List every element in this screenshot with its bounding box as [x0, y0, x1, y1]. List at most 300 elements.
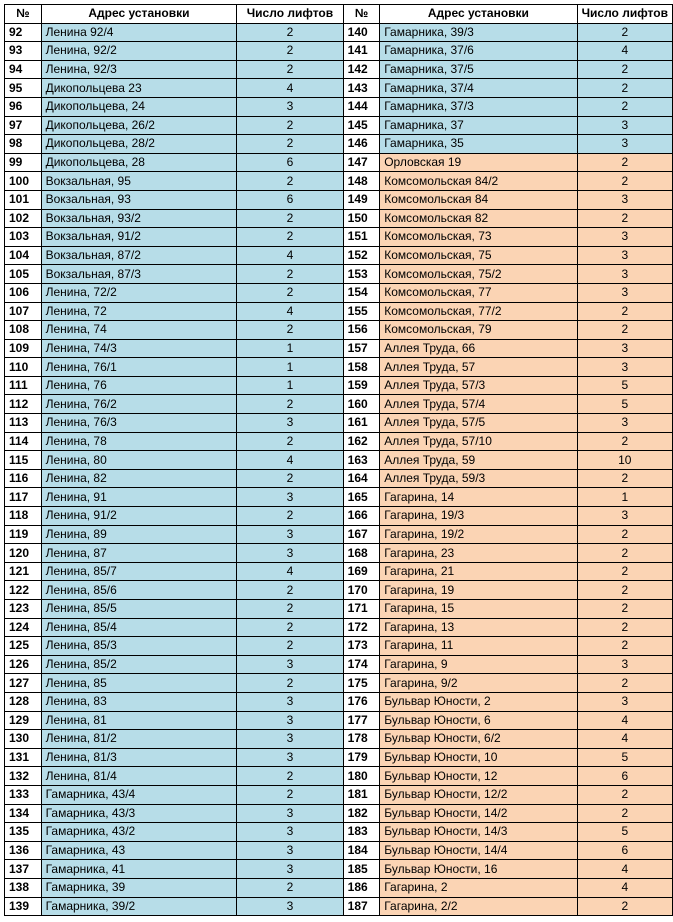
row-number-left: 118	[5, 507, 42, 526]
table-row	[5, 395, 673, 414]
row-number-left: 131	[5, 748, 42, 767]
table-row	[5, 841, 673, 860]
table-row	[5, 339, 673, 358]
row-lift-count-left: 2	[237, 507, 343, 526]
row-lift-count-right: 2	[577, 153, 672, 172]
row-lift-count-left: 3	[237, 897, 343, 916]
table-row	[5, 711, 673, 730]
row-address-left: Ленина, 92/3	[41, 60, 237, 79]
row-number-left: 128	[5, 692, 42, 711]
row-number-right: 187	[343, 897, 380, 916]
row-address-left: Гамарника, 41	[41, 860, 237, 879]
row-address-right: Аллея Труда, 59	[380, 451, 577, 470]
row-number-right: 141	[343, 42, 380, 61]
row-address-right: Гагарина, 23	[380, 544, 577, 563]
row-number-left: 97	[5, 116, 42, 135]
row-number-right: 151	[343, 228, 380, 247]
row-address-right: Аллея Труда, 59/3	[380, 469, 577, 488]
row-address-left: Ленина, 74/3	[41, 339, 237, 358]
row-number-right: 161	[343, 414, 380, 433]
row-lift-count-left: 3	[237, 97, 343, 116]
row-lift-count-left: 2	[237, 469, 343, 488]
row-lift-count-right: 2	[577, 618, 672, 637]
row-address-right: Бульвар Юности, 12/2	[380, 785, 577, 804]
row-lift-count-left: 4	[237, 562, 343, 581]
row-lift-count-right: 3	[577, 283, 672, 302]
row-lift-count-right: 2	[577, 23, 672, 42]
row-lift-count-right: 3	[577, 135, 672, 154]
table-row	[5, 265, 673, 284]
row-number-left: 121	[5, 562, 42, 581]
row-number-left: 123	[5, 600, 42, 619]
table-row	[5, 432, 673, 451]
row-lift-count-left: 6	[237, 153, 343, 172]
row-address-left: Ленина, 85/2	[41, 655, 237, 674]
row-lift-count-right: 3	[577, 507, 672, 526]
row-address-left: Ленина, 81	[41, 711, 237, 730]
row-address-left: Гамарника, 43/2	[41, 823, 237, 842]
row-number-left: 126	[5, 655, 42, 674]
table-row	[5, 190, 673, 209]
row-lift-count-right: 3	[577, 358, 672, 377]
row-address-right: Комсомольская 84/2	[380, 172, 577, 191]
row-lift-count-right: 3	[577, 692, 672, 711]
row-number-left: 106	[5, 283, 42, 302]
row-lift-count-right: 3	[577, 246, 672, 265]
row-lift-count-right: 3	[577, 190, 672, 209]
row-address-left: Вокзальная, 93	[41, 190, 237, 209]
elevator-table	[4, 4, 673, 916]
row-number-right: 174	[343, 655, 380, 674]
table-body	[5, 23, 673, 916]
row-number-left: 138	[5, 878, 42, 897]
row-lift-count-left: 3	[237, 525, 343, 544]
table-row	[5, 767, 673, 786]
table-row	[5, 600, 673, 619]
row-address-right: Комсомольская 82	[380, 209, 577, 228]
row-lift-count-right: 2	[577, 302, 672, 321]
row-number-right: 147	[343, 153, 380, 172]
header-num-left: №	[5, 5, 42, 24]
row-address-right: Гамарника, 35	[380, 135, 577, 154]
row-lift-count-right: 2	[577, 544, 672, 563]
table-row	[5, 116, 673, 135]
row-address-right: Гагарина, 19/3	[380, 507, 577, 526]
row-lift-count-left: 2	[237, 116, 343, 135]
row-address-left: Ленина, 89	[41, 525, 237, 544]
row-address-right: Комсомольская, 79	[380, 321, 577, 340]
row-lift-count-right: 6	[577, 841, 672, 860]
row-address-right: Комсомольская, 73	[380, 228, 577, 247]
row-address-left: Ленина, 85/5	[41, 600, 237, 619]
row-lift-count-left: 3	[237, 860, 343, 879]
row-address-left: Ленина, 76	[41, 376, 237, 395]
table-row	[5, 581, 673, 600]
row-lift-count-right: 4	[577, 42, 672, 61]
row-address-right: Гагарина, 13	[380, 618, 577, 637]
table-row	[5, 79, 673, 98]
row-address-right: Бульвар Юности, 10	[380, 748, 577, 767]
row-lift-count-right: 4	[577, 878, 672, 897]
row-number-right: 172	[343, 618, 380, 637]
row-address-left: Ленина, 83	[41, 692, 237, 711]
row-lift-count-left: 2	[237, 432, 343, 451]
row-number-left: 135	[5, 823, 42, 842]
row-lift-count-right: 3	[577, 265, 672, 284]
row-address-right: Гамарника, 37/5	[380, 60, 577, 79]
row-lift-count-left: 3	[237, 692, 343, 711]
row-lift-count-left: 2	[237, 785, 343, 804]
row-address-right: Гагарина, 2	[380, 878, 577, 897]
row-address-left: Ленина, 76/1	[41, 358, 237, 377]
table-row	[5, 135, 673, 154]
row-address-left: Ленина, 72/2	[41, 283, 237, 302]
table-row	[5, 525, 673, 544]
row-lift-count-right: 3	[577, 414, 672, 433]
row-number-left: 107	[5, 302, 42, 321]
row-number-left: 130	[5, 730, 42, 749]
table-row	[5, 302, 673, 321]
row-number-right: 178	[343, 730, 380, 749]
table-row	[5, 246, 673, 265]
row-lift-count-left: 2	[237, 42, 343, 61]
row-address-right: Гагарина, 11	[380, 637, 577, 656]
row-number-right: 184	[343, 841, 380, 860]
row-number-left: 139	[5, 897, 42, 916]
row-number-right: 163	[343, 451, 380, 470]
row-number-left: 115	[5, 451, 42, 470]
row-lift-count-left: 2	[237, 878, 343, 897]
row-number-left: 132	[5, 767, 42, 786]
row-address-right: Гамарника, 37/3	[380, 97, 577, 116]
row-lift-count-left: 2	[237, 135, 343, 154]
row-number-right: 175	[343, 674, 380, 693]
row-address-left: Дикопольцева, 28	[41, 153, 237, 172]
header-count-right: Число лифтов	[577, 5, 672, 24]
row-address-right: Гагарина, 14	[380, 488, 577, 507]
row-number-left: 99	[5, 153, 42, 172]
row-address-left: Ленина, 85/6	[41, 581, 237, 600]
row-address-right: Бульвар Юности, 2	[380, 692, 577, 711]
row-lift-count-left: 2	[237, 767, 343, 786]
row-address-right: Комсомольская, 75/2	[380, 265, 577, 284]
row-address-right: Орловская 19	[380, 153, 577, 172]
row-number-right: 143	[343, 79, 380, 98]
row-address-right: Аллея Труда, 57/3	[380, 376, 577, 395]
row-number-right: 145	[343, 116, 380, 135]
table-row	[5, 376, 673, 395]
row-lift-count-right: 2	[577, 581, 672, 600]
row-number-right: 171	[343, 600, 380, 619]
row-number-left: 95	[5, 79, 42, 98]
table-row	[5, 228, 673, 247]
row-lift-count-left: 6	[237, 190, 343, 209]
row-address-right: Гагарина, 2/2	[380, 897, 577, 916]
row-number-right: 148	[343, 172, 380, 191]
row-number-left: 136	[5, 841, 42, 860]
row-lift-count-right: 3	[577, 116, 672, 135]
table-row	[5, 674, 673, 693]
row-number-left: 113	[5, 414, 42, 433]
row-lift-count-right: 2	[577, 97, 672, 116]
row-lift-count-left: 2	[237, 581, 343, 600]
table-row	[5, 878, 673, 897]
row-lift-count-left: 4	[237, 302, 343, 321]
row-number-left: 119	[5, 525, 42, 544]
table-row	[5, 637, 673, 656]
row-lift-count-right: 2	[577, 60, 672, 79]
row-address-right: Аллея Труда, 66	[380, 339, 577, 358]
row-number-left: 93	[5, 42, 42, 61]
row-lift-count-left: 2	[237, 60, 343, 79]
table-row	[5, 860, 673, 879]
row-number-right: 140	[343, 23, 380, 42]
row-number-left: 120	[5, 544, 42, 563]
table-row	[5, 97, 673, 116]
table-row	[5, 618, 673, 637]
row-number-left: 129	[5, 711, 42, 730]
row-lift-count-right: 2	[577, 897, 672, 916]
row-address-left: Ленина, 87	[41, 544, 237, 563]
row-address-left: Ленина, 80	[41, 451, 237, 470]
row-number-left: 100	[5, 172, 42, 191]
table-row	[5, 804, 673, 823]
row-number-right: 164	[343, 469, 380, 488]
row-number-right: 176	[343, 692, 380, 711]
row-number-right: 150	[343, 209, 380, 228]
row-lift-count-right: 5	[577, 395, 672, 414]
row-address-right: Бульвар Юности, 14/2	[380, 804, 577, 823]
row-address-right: Аллея Труда, 57	[380, 358, 577, 377]
table-row	[5, 507, 673, 526]
row-number-right: 154	[343, 283, 380, 302]
row-lift-count-right: 4	[577, 860, 672, 879]
row-number-right: 157	[343, 339, 380, 358]
row-address-right: Аллея Труда, 57/4	[380, 395, 577, 414]
row-address-left: Ленина, 76/2	[41, 395, 237, 414]
row-number-right: 156	[343, 321, 380, 340]
row-lift-count-right: 4	[577, 711, 672, 730]
header-row	[5, 5, 673, 24]
row-number-left: 98	[5, 135, 42, 154]
row-address-right: Бульвар Юности, 12	[380, 767, 577, 786]
row-lift-count-left: 3	[237, 804, 343, 823]
row-number-left: 101	[5, 190, 42, 209]
row-address-left: Ленина, 81/4	[41, 767, 237, 786]
row-address-right: Комсомольская, 75	[380, 246, 577, 265]
row-number-right: 169	[343, 562, 380, 581]
row-address-left: Ленина 92/4	[41, 23, 237, 42]
table-row	[5, 414, 673, 433]
row-lift-count-left: 3	[237, 748, 343, 767]
row-number-right: 160	[343, 395, 380, 414]
table-row	[5, 748, 673, 767]
row-lift-count-left: 1	[237, 339, 343, 358]
row-lift-count-right: 5	[577, 748, 672, 767]
row-lift-count-left: 1	[237, 358, 343, 377]
row-number-left: 92	[5, 23, 42, 42]
row-lift-count-left: 3	[237, 414, 343, 433]
row-lift-count-left: 3	[237, 823, 343, 842]
row-lift-count-right: 2	[577, 321, 672, 340]
row-address-right: Гамарника, 37	[380, 116, 577, 135]
row-address-right: Аллея Труда, 57/10	[380, 432, 577, 451]
row-address-left: Ленина, 85/4	[41, 618, 237, 637]
row-number-right: 183	[343, 823, 380, 842]
row-lift-count-left: 2	[237, 283, 343, 302]
header-count-left: Число лифтов	[237, 5, 343, 24]
row-lift-count-left: 4	[237, 451, 343, 470]
row-lift-count-right: 2	[577, 172, 672, 191]
row-address-right: Бульвар Юности, 6	[380, 711, 577, 730]
row-number-left: 96	[5, 97, 42, 116]
row-address-left: Ленина, 85	[41, 674, 237, 693]
row-lift-count-right: 2	[577, 562, 672, 581]
row-number-left: 134	[5, 804, 42, 823]
row-address-right: Бульвар Юности, 14/4	[380, 841, 577, 860]
row-address-left: Ленина, 85/3	[41, 637, 237, 656]
table-row	[5, 823, 673, 842]
row-lift-count-left: 2	[237, 395, 343, 414]
row-address-right: Гагарина, 15	[380, 600, 577, 619]
row-number-left: 109	[5, 339, 42, 358]
table-row	[5, 60, 673, 79]
row-lift-count-left: 3	[237, 711, 343, 730]
table-row	[5, 153, 673, 172]
row-address-left: Дикопольцева, 26/2	[41, 116, 237, 135]
row-address-left: Ленина, 78	[41, 432, 237, 451]
row-number-right: 162	[343, 432, 380, 451]
row-address-left: Гамарника, 43/4	[41, 785, 237, 804]
row-lift-count-left: 3	[237, 544, 343, 563]
row-lift-count-right: 2	[577, 79, 672, 98]
row-lift-count-right: 2	[577, 785, 672, 804]
row-number-left: 102	[5, 209, 42, 228]
row-number-right: 153	[343, 265, 380, 284]
row-lift-count-left: 4	[237, 79, 343, 98]
table-row	[5, 785, 673, 804]
row-number-right: 165	[343, 488, 380, 507]
row-address-right: Гагарина, 21	[380, 562, 577, 581]
row-address-right: Гамарника, 39/3	[380, 23, 577, 42]
row-lift-count-left: 2	[237, 637, 343, 656]
row-address-right: Бульвар Юности, 6/2	[380, 730, 577, 749]
row-lift-count-right: 6	[577, 767, 672, 786]
row-number-left: 117	[5, 488, 42, 507]
header-num-right: №	[343, 5, 380, 24]
row-number-left: 108	[5, 321, 42, 340]
row-address-left: Вокзальная, 87/3	[41, 265, 237, 284]
table-row	[5, 23, 673, 42]
row-lift-count-right: 3	[577, 655, 672, 674]
row-number-left: 124	[5, 618, 42, 637]
row-number-right: 152	[343, 246, 380, 265]
row-address-left: Дикопольцева, 28/2	[41, 135, 237, 154]
row-address-left: Ленина, 76/3	[41, 414, 237, 433]
row-lift-count-left: 1	[237, 376, 343, 395]
row-number-left: 125	[5, 637, 42, 656]
row-number-right: 146	[343, 135, 380, 154]
row-lift-count-left: 4	[237, 246, 343, 265]
table-row	[5, 209, 673, 228]
row-address-left: Ленина, 91	[41, 488, 237, 507]
row-address-left: Ленина, 82	[41, 469, 237, 488]
row-lift-count-left: 2	[237, 618, 343, 637]
row-address-left: Ленина, 81/2	[41, 730, 237, 749]
row-number-left: 94	[5, 60, 42, 79]
table-row	[5, 321, 673, 340]
row-number-right: 180	[343, 767, 380, 786]
row-lift-count-right: 5	[577, 823, 672, 842]
row-lift-count-left: 2	[237, 321, 343, 340]
row-number-right: 170	[343, 581, 380, 600]
row-address-left: Ленина, 85/7	[41, 562, 237, 581]
row-address-left: Вокзальная, 93/2	[41, 209, 237, 228]
row-number-right: 158	[343, 358, 380, 377]
row-address-right: Гагарина, 19/2	[380, 525, 577, 544]
row-number-left: 122	[5, 581, 42, 600]
row-lift-count-right: 2	[577, 637, 672, 656]
row-lift-count-left: 2	[237, 228, 343, 247]
row-address-left: Гамарника, 39	[41, 878, 237, 897]
row-lift-count-left: 3	[237, 841, 343, 860]
row-number-right: 159	[343, 376, 380, 395]
table-row	[5, 283, 673, 302]
row-lift-count-right: 1	[577, 488, 672, 507]
row-address-right: Гамарника, 37/4	[380, 79, 577, 98]
row-address-left: Дикопольцева 23	[41, 79, 237, 98]
row-number-left: 105	[5, 265, 42, 284]
row-lift-count-left: 2	[237, 600, 343, 619]
table-row	[5, 562, 673, 581]
row-lift-count-right: 10	[577, 451, 672, 470]
row-address-left: Гамарника, 43	[41, 841, 237, 860]
row-address-right: Комсомольская, 77/2	[380, 302, 577, 321]
row-lift-count-right: 2	[577, 469, 672, 488]
row-address-left: Ленина, 91/2	[41, 507, 237, 526]
table-row	[5, 488, 673, 507]
row-address-right: Бульвар Юности, 14/3	[380, 823, 577, 842]
header-address-left: Адрес установки	[41, 5, 237, 24]
row-lift-count-right: 2	[577, 209, 672, 228]
row-address-left: Ленина, 74	[41, 321, 237, 340]
row-address-left: Гамарника, 43/3	[41, 804, 237, 823]
table-row	[5, 655, 673, 674]
row-address-right: Аллея Труда, 57/5	[380, 414, 577, 433]
row-lift-count-right: 2	[577, 804, 672, 823]
table-row	[5, 42, 673, 61]
table-row	[5, 692, 673, 711]
row-address-left: Ленина, 72	[41, 302, 237, 321]
table-row	[5, 469, 673, 488]
row-address-right: Комсомольская 84	[380, 190, 577, 209]
row-number-right: 173	[343, 637, 380, 656]
table-row	[5, 172, 673, 191]
row-lift-count-right: 4	[577, 730, 672, 749]
row-lift-count-left: 2	[237, 265, 343, 284]
row-address-left: Вокзальная, 95	[41, 172, 237, 191]
row-number-left: 111	[5, 376, 42, 395]
row-address-left: Вокзальная, 91/2	[41, 228, 237, 247]
row-number-left: 110	[5, 358, 42, 377]
row-lift-count-right: 2	[577, 525, 672, 544]
row-number-right: 144	[343, 97, 380, 116]
row-lift-count-left: 3	[237, 730, 343, 749]
row-lift-count-left: 2	[237, 172, 343, 191]
table-row	[5, 544, 673, 563]
row-address-right: Гагарина, 9	[380, 655, 577, 674]
row-address-left: Вокзальная, 87/2	[41, 246, 237, 265]
